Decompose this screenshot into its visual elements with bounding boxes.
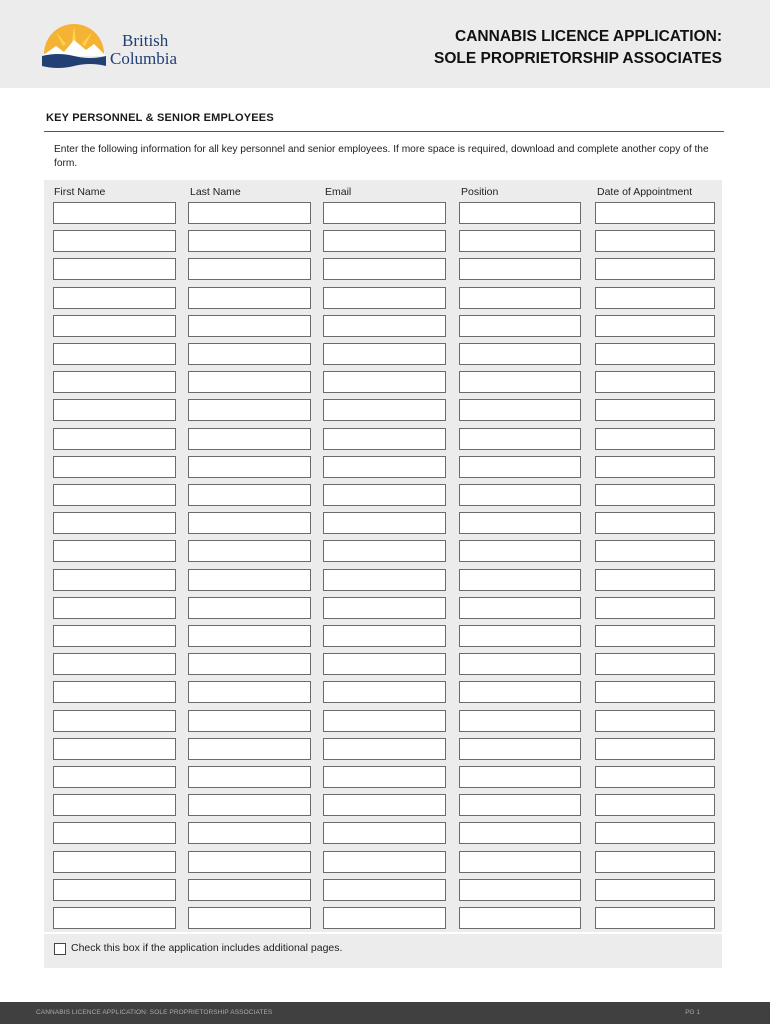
email-field-row-10[interactable] <box>323 456 446 478</box>
position-field-row-9[interactable] <box>459 428 581 450</box>
email-field-row-18[interactable] <box>323 681 446 703</box>
document-title-line1: CANNABIS LICENCE APPLICATION: <box>455 28 722 45</box>
position-field-row-19[interactable] <box>459 710 581 732</box>
footer-page-number: PG 1 <box>685 1009 700 1016</box>
last-name-field-row-8[interactable] <box>188 399 311 421</box>
position-field-row-21[interactable] <box>459 766 581 788</box>
last-name-field-row-14[interactable] <box>188 569 311 591</box>
first-name-field-row-23[interactable] <box>53 822 176 844</box>
column-header-first-name: First Name <box>54 186 106 198</box>
email-field-row-12[interactable] <box>323 512 446 534</box>
email-field-row-4[interactable] <box>323 287 446 309</box>
first-name-field-row-16[interactable] <box>53 625 176 647</box>
first-name-field-row-15[interactable] <box>53 597 176 619</box>
date-of-appointment-field-row-8[interactable] <box>595 399 715 421</box>
position-field-row-22[interactable] <box>459 794 581 816</box>
last-name-field-row-7[interactable] <box>188 371 311 393</box>
position-field-row-3[interactable] <box>459 258 581 280</box>
first-name-field-row-8[interactable] <box>53 399 176 421</box>
position-field-row-15[interactable] <box>459 597 581 619</box>
document-title <box>434 26 722 70</box>
first-name-field-row-4[interactable] <box>53 287 176 309</box>
date-of-appointment-field-row-15[interactable] <box>595 597 715 619</box>
first-name-field-row-24[interactable] <box>53 851 176 873</box>
date-of-appointment-field-row-17[interactable] <box>595 653 715 675</box>
date-of-appointment-field-row-24[interactable] <box>595 851 715 873</box>
position-field-row-1[interactable] <box>459 202 581 224</box>
date-of-appointment-field-row-4[interactable] <box>595 287 715 309</box>
first-name-field-row-1[interactable] <box>53 202 176 224</box>
position-field-row-14[interactable] <box>459 569 581 591</box>
last-name-field-row-16[interactable] <box>188 625 311 647</box>
first-name-field-row-19[interactable] <box>53 710 176 732</box>
column-header-last-name: Last Name <box>190 186 241 198</box>
first-name-field-row-9[interactable] <box>53 428 176 450</box>
date-of-appointment-field-row-13[interactable] <box>595 540 715 562</box>
email-field-row-13[interactable] <box>323 540 446 562</box>
date-of-appointment-field-row-10[interactable] <box>595 456 715 478</box>
last-name-field-row-5[interactable] <box>188 315 311 337</box>
first-name-field-row-2[interactable] <box>53 230 176 252</box>
first-name-field-row-26[interactable] <box>53 907 176 929</box>
email-field-row-11[interactable] <box>323 484 446 506</box>
date-of-appointment-field-row-3[interactable] <box>595 258 715 280</box>
column-header-email: Email <box>325 186 352 198</box>
email-field-row-15[interactable] <box>323 597 446 619</box>
first-name-field-row-14[interactable] <box>53 569 176 591</box>
last-name-field-row-20[interactable] <box>188 738 311 760</box>
first-name-field-row-18[interactable] <box>53 681 176 703</box>
position-field-row-26[interactable] <box>459 907 581 929</box>
position-field-row-16[interactable] <box>459 625 581 647</box>
position-field-row-4[interactable] <box>459 287 581 309</box>
additional-pages-checkbox[interactable] <box>54 943 66 955</box>
position-field-row-17[interactable] <box>459 653 581 675</box>
position-field-row-2[interactable] <box>459 230 581 252</box>
first-name-field-row-22[interactable] <box>53 794 176 816</box>
wave-icon <box>42 54 106 68</box>
last-name-field-row-18[interactable] <box>188 681 311 703</box>
bc-logo <box>42 22 212 70</box>
last-name-field-row-4[interactable] <box>188 287 311 309</box>
last-name-field-row-13[interactable] <box>188 540 311 562</box>
date-of-appointment-field-row-21[interactable] <box>595 766 715 788</box>
position-field-row-12[interactable] <box>459 512 581 534</box>
first-name-field-row-20[interactable] <box>53 738 176 760</box>
position-field-row-6[interactable] <box>459 343 581 365</box>
last-name-field-row-25[interactable] <box>188 879 311 901</box>
date-of-appointment-field-row-2[interactable] <box>595 230 715 252</box>
last-name-field-row-1[interactable] <box>188 202 311 224</box>
position-field-row-25[interactable] <box>459 879 581 901</box>
email-field-row-25[interactable] <box>323 879 446 901</box>
email-field-row-1[interactable] <box>323 202 446 224</box>
last-name-field-row-2[interactable] <box>188 230 311 252</box>
email-field-row-9[interactable] <box>323 428 446 450</box>
date-of-appointment-field-row-26[interactable] <box>595 907 715 929</box>
email-field-row-22[interactable] <box>323 794 446 816</box>
position-field-row-10[interactable] <box>459 456 581 478</box>
date-of-appointment-field-row-5[interactable] <box>595 315 715 337</box>
last-name-field-row-21[interactable] <box>188 766 311 788</box>
logo-text-line2: Columbia <box>110 49 178 68</box>
position-field-row-23[interactable] <box>459 822 581 844</box>
position-field-row-7[interactable] <box>459 371 581 393</box>
last-name-field-row-26[interactable] <box>188 907 311 929</box>
email-field-row-6[interactable] <box>323 343 446 365</box>
additional-pages-label: Check this box if the application includes additional pages. <box>71 942 343 954</box>
email-field-row-2[interactable] <box>323 230 446 252</box>
email-field-row-21[interactable] <box>323 766 446 788</box>
first-name-field-row-7[interactable] <box>53 371 176 393</box>
first-name-field-row-13[interactable] <box>53 540 176 562</box>
email-field-row-5[interactable] <box>323 315 446 337</box>
date-of-appointment-field-row-7[interactable] <box>595 371 715 393</box>
section-divider <box>44 131 724 132</box>
first-name-field-row-17[interactable] <box>53 653 176 675</box>
last-name-field-row-9[interactable] <box>188 428 311 450</box>
last-name-field-row-10[interactable] <box>188 456 311 478</box>
date-of-appointment-field-row-9[interactable] <box>595 428 715 450</box>
last-name-field-row-15[interactable] <box>188 597 311 619</box>
last-name-field-row-22[interactable] <box>188 794 311 816</box>
last-name-field-row-3[interactable] <box>188 258 311 280</box>
last-name-field-row-11[interactable] <box>188 484 311 506</box>
last-name-field-row-12[interactable] <box>188 512 311 534</box>
date-of-appointment-field-row-25[interactable] <box>595 879 715 901</box>
email-field-row-23[interactable] <box>323 822 446 844</box>
first-name-field-row-25[interactable] <box>53 879 176 901</box>
position-field-row-18[interactable] <box>459 681 581 703</box>
section-title: KEY PERSONNEL & SENIOR EMPLOYEES <box>46 112 274 124</box>
first-name-field-row-5[interactable] <box>53 315 176 337</box>
email-field-row-7[interactable] <box>323 371 446 393</box>
date-of-appointment-field-row-11[interactable] <box>595 484 715 506</box>
date-of-appointment-field-row-12[interactable] <box>595 512 715 534</box>
last-name-field-row-6[interactable] <box>188 343 311 365</box>
email-field-row-24[interactable] <box>323 851 446 873</box>
position-field-row-8[interactable] <box>459 399 581 421</box>
document-title-line2: SOLE PROPRIETORSHIP ASSOCIATES <box>434 50 722 67</box>
last-name-field-row-24[interactable] <box>188 851 311 873</box>
footer-document-name: CANNABIS LICENCE APPLICATION: SOLE PROPRIETORSHIP ASSOCIATES <box>36 1009 273 1016</box>
position-field-row-11[interactable] <box>459 484 581 506</box>
last-name-field-row-17[interactable] <box>188 653 311 675</box>
instructions-text: Enter the following information for all key personnel and senior employees. If more space is required, download and complete another copy of the form. <box>54 144 709 169</box>
first-name-field-row-12[interactable] <box>53 512 176 534</box>
date-of-appointment-field-row-6[interactable] <box>595 343 715 365</box>
email-field-row-16[interactable] <box>323 625 446 647</box>
email-field-row-17[interactable] <box>323 653 446 675</box>
date-of-appointment-field-row-22[interactable] <box>595 794 715 816</box>
position-field-row-20[interactable] <box>459 738 581 760</box>
date-of-appointment-field-row-19[interactable] <box>595 710 715 732</box>
last-name-field-row-23[interactable] <box>188 822 311 844</box>
email-field-row-14[interactable] <box>323 569 446 591</box>
date-of-appointment-field-row-18[interactable] <box>595 681 715 703</box>
position-field-row-5[interactable] <box>459 315 581 337</box>
date-of-appointment-field-row-14[interactable] <box>595 569 715 591</box>
email-field-row-26[interactable] <box>323 907 446 929</box>
date-of-appointment-field-row-16[interactable] <box>595 625 715 647</box>
email-field-row-8[interactable] <box>323 399 446 421</box>
position-field-row-13[interactable] <box>459 540 581 562</box>
date-of-appointment-field-row-20[interactable] <box>595 738 715 760</box>
email-field-row-20[interactable] <box>323 738 446 760</box>
first-name-field-row-10[interactable] <box>53 456 176 478</box>
last-name-field-row-19[interactable] <box>188 710 311 732</box>
first-name-field-row-6[interactable] <box>53 343 176 365</box>
first-name-field-row-11[interactable] <box>53 484 176 506</box>
logo-text-line1: British <box>122 31 169 50</box>
first-name-field-row-21[interactable] <box>53 766 176 788</box>
email-field-row-19[interactable] <box>323 710 446 732</box>
column-header-date-of-appointment: Date of Appointment <box>597 186 693 198</box>
position-field-row-24[interactable] <box>459 851 581 873</box>
date-of-appointment-field-row-1[interactable] <box>595 202 715 224</box>
email-field-row-3[interactable] <box>323 258 446 280</box>
first-name-field-row-3[interactable] <box>53 258 176 280</box>
column-header-position: Position <box>461 186 499 198</box>
date-of-appointment-field-row-23[interactable] <box>595 822 715 844</box>
